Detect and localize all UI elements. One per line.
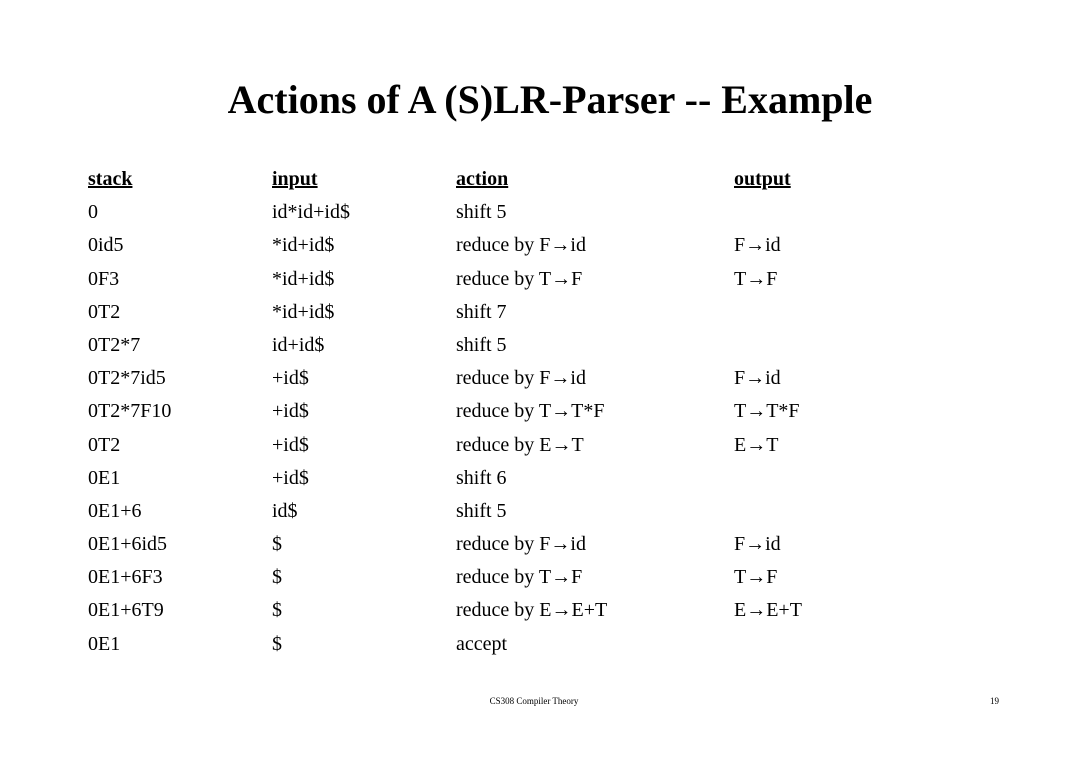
stack-cell: 0E1+6 — [88, 499, 142, 522]
table-row — [88, 296, 988, 329]
table-row — [88, 362, 988, 395]
table-row — [88, 429, 988, 462]
input-cell: $ — [272, 533, 282, 556]
output-cell: F→id — [734, 234, 781, 257]
table-header-row — [88, 163, 988, 196]
action-cell: reduce by F→id — [456, 234, 586, 257]
output-cell: T→F — [734, 566, 778, 589]
stack-cell: 0T2 — [88, 433, 121, 456]
table-row — [88, 229, 988, 262]
input-cell: id$ — [272, 499, 298, 522]
input-cell: id*id+id$ — [272, 201, 350, 224]
table-row — [88, 462, 988, 495]
slide-title: Actions of A (S)LR-Parser -- Example — [227, 77, 873, 122]
input-cell: +id$ — [272, 466, 309, 489]
page-number: 19 — [990, 696, 999, 706]
action-cell: shift 5 — [456, 201, 507, 224]
input-cell: +id$ — [272, 400, 309, 423]
action-cell: reduce by E→E+T — [456, 599, 608, 622]
action-cell: reduce by T→F — [456, 566, 583, 589]
input-cell: id+id$ — [272, 333, 325, 356]
parser-actions-table — [88, 163, 988, 661]
output-cell: F→id — [734, 367, 781, 390]
output-cell: T→T*F — [734, 400, 800, 423]
input-cell: $ — [272, 632, 282, 655]
stack-cell: 0id5 — [88, 234, 124, 257]
footer-course-name: CS308 Compiler Theory — [489, 696, 579, 706]
action-cell: shift 5 — [456, 499, 507, 522]
output-cell: T→F — [734, 267, 778, 290]
header-action: action — [456, 168, 509, 190]
action-cell: reduce by F→id — [456, 533, 586, 556]
stack-cell: 0T2*7F10 — [88, 400, 172, 423]
output-cell: E→E+T — [734, 599, 802, 622]
stack-cell: 0T2*7id5 — [88, 367, 166, 390]
input-cell: *id+id$ — [272, 300, 335, 323]
stack-cell: 0 — [88, 201, 98, 224]
input-cell: +id$ — [272, 367, 309, 390]
input-cell: *id+id$ — [272, 234, 335, 257]
table-row — [88, 628, 988, 661]
stack-cell: 0E1+6id5 — [88, 533, 168, 556]
table-row — [88, 263, 988, 296]
input-cell: $ — [272, 566, 282, 589]
stack-cell: 0E1 — [88, 632, 121, 655]
stack-cell: 0T2 — [88, 300, 121, 323]
action-cell: accept — [456, 632, 508, 655]
stack-cell: 0T2*7 — [88, 333, 141, 356]
stack-cell: 0E1+6T9 — [88, 599, 164, 622]
action-cell: shift 7 — [456, 300, 507, 323]
stack-cell: 0E1 — [88, 466, 121, 489]
input-cell: +id$ — [272, 433, 309, 456]
header-input: input — [272, 168, 318, 190]
table-row — [88, 594, 988, 627]
header-stack: stack — [88, 168, 133, 190]
action-cell: reduce by F→id — [456, 367, 586, 390]
stack-cell: 0E1+6F3 — [88, 566, 163, 589]
table-row — [88, 561, 988, 594]
table-row — [88, 196, 988, 229]
input-cell: *id+id$ — [272, 267, 335, 290]
header-output: output — [734, 168, 791, 190]
action-cell: reduce by E→T — [456, 433, 584, 456]
table-row — [88, 495, 988, 528]
output-cell: E→T — [734, 433, 779, 456]
table-row — [88, 329, 988, 362]
stack-cell: 0F3 — [88, 267, 120, 290]
table-row — [88, 395, 988, 428]
action-cell: shift 5 — [456, 333, 507, 356]
output-cell: F→id — [734, 533, 781, 556]
action-cell: reduce by T→T*F — [456, 400, 605, 423]
action-cell: shift 6 — [456, 466, 507, 489]
action-cell: reduce by T→F — [456, 267, 583, 290]
table-row — [88, 528, 988, 561]
input-cell: $ — [272, 599, 282, 622]
